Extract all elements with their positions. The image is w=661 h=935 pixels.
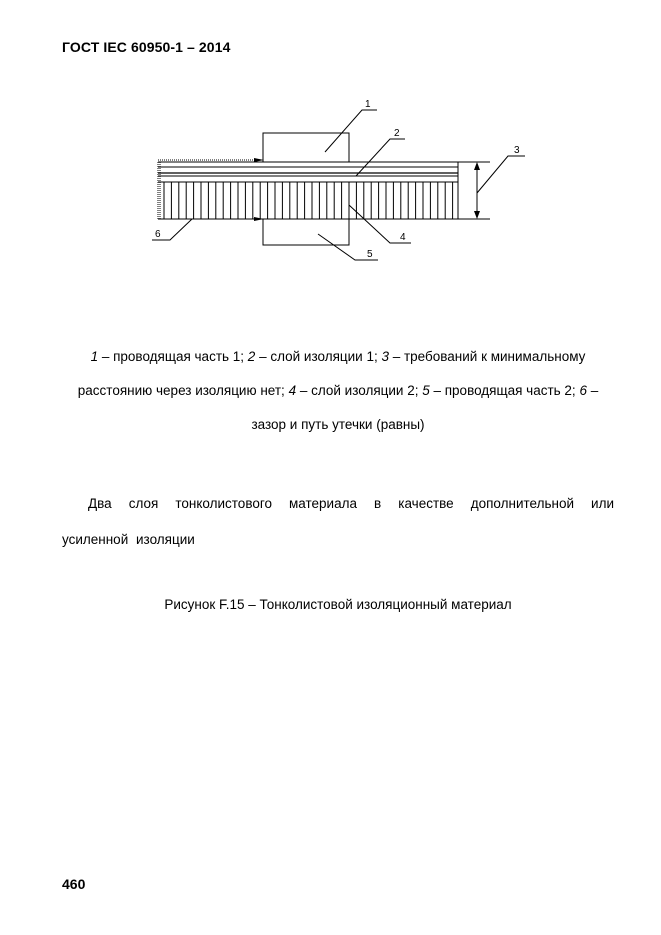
legend-num: 4 <box>288 383 297 398</box>
legend-text: – слой изоляции 2; <box>296 383 423 398</box>
legend-num: 6 <box>579 383 587 398</box>
legend-num: 1 <box>90 349 99 364</box>
page-number: 460 <box>62 876 86 892</box>
thickness-dimension <box>458 162 490 219</box>
conductive-part-2 <box>263 219 349 245</box>
body-paragraph: Два слоя тонколистового материала в качестве дополнительной или усиленной изоляции <box>62 496 614 547</box>
callout-3: 3 <box>514 145 520 156</box>
legend-text: – проводящая часть 2; <box>429 383 580 398</box>
insulation-layer-1 <box>158 162 458 182</box>
callout-1: 1 <box>365 99 371 110</box>
figure-caption: Рисунок F.15 – Тонколистовой изоляционный материал <box>164 597 512 612</box>
legend-num: 5 <box>422 383 430 398</box>
insulation-diagram <box>0 0 661 300</box>
callout-4: 4 <box>400 232 406 243</box>
conductive-part-1 <box>263 133 349 162</box>
legend-num: 3 <box>381 349 389 364</box>
insulation-layer-2 <box>158 162 458 219</box>
legend-text: – слой изоляции 1; <box>255 349 382 364</box>
document-header: ГОСТ IEC 60950-1 – 2014 <box>62 39 231 55</box>
callout-6: 6 <box>155 229 161 240</box>
callout-5: 5 <box>367 249 373 260</box>
legend-text: – проводящая часть 1; <box>98 349 248 364</box>
callout-2: 2 <box>394 128 400 139</box>
figure-legend <box>62 340 614 442</box>
legend-text: – зазор и путь утечки (равны) <box>251 383 599 432</box>
legend-text: – требований к минимальному расстоянию через изоляцию нет; <box>77 349 586 398</box>
legend-num: 2 <box>247 349 256 364</box>
